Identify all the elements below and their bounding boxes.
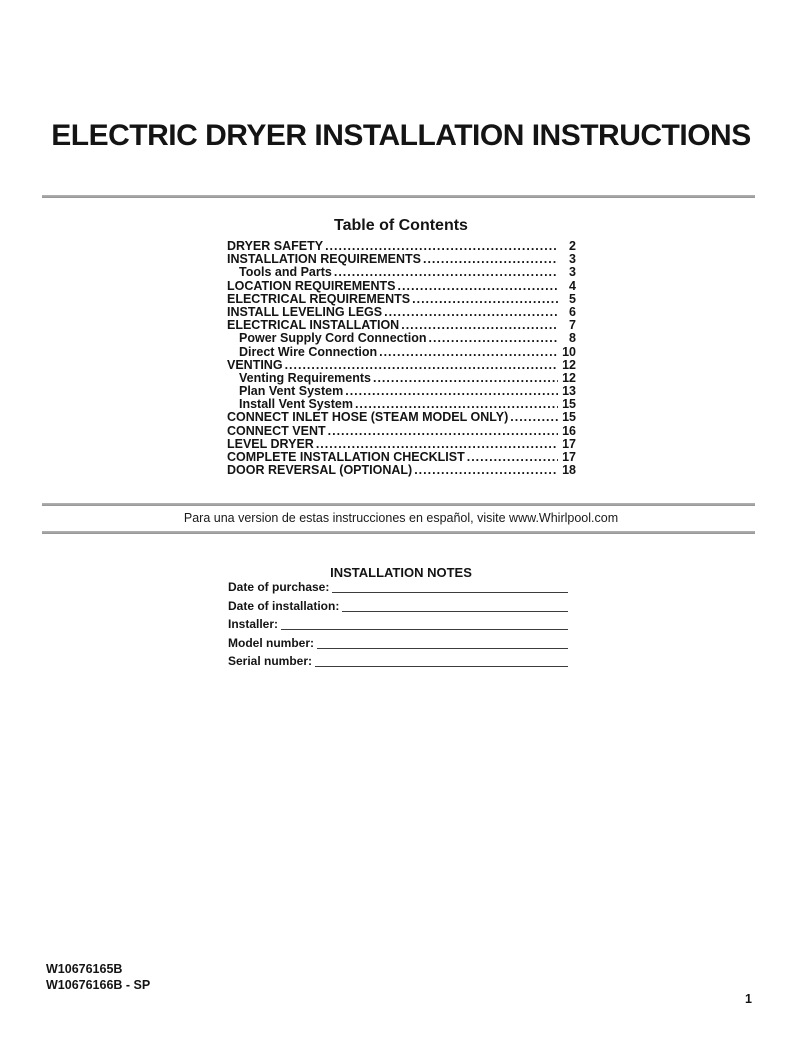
toc-entry-power-supply-cord-connection xyxy=(227,332,576,345)
toc-entry-connect-vent xyxy=(227,425,576,438)
toc-entry-page: 18 xyxy=(562,463,576,478)
dot-leader xyxy=(328,425,558,438)
publication-number-spanish: W10676166B - SP xyxy=(46,978,151,992)
toc-entry-page: 17 xyxy=(562,436,576,451)
dot-leader xyxy=(334,266,558,279)
toc-entry-label: Venting Requirements xyxy=(239,370,371,385)
dot-leader xyxy=(412,293,558,306)
blank-write-in-line xyxy=(342,611,568,612)
toc-entry-label: Power Supply Cord Connection xyxy=(239,331,427,346)
dot-leader xyxy=(398,280,558,293)
blank-write-in-line xyxy=(317,648,568,649)
toc-entry-label: INSTALLATION REQUIREMENTS xyxy=(227,252,421,267)
toc-entry-page: 15 xyxy=(562,410,576,425)
toc-entry-label: INSTALL LEVELING LEGS xyxy=(227,304,383,319)
note-field-label: Serial number: xyxy=(228,653,313,668)
note-field-label: Date of purchase: xyxy=(228,580,330,595)
toc-entry-label: CONNECT VENT xyxy=(227,423,326,438)
publication-numbers xyxy=(46,961,150,993)
page-number: 1 xyxy=(745,992,752,1006)
page-title: ELECTRIC DRYER INSTALLATION INSTRUCTIONS xyxy=(51,119,751,153)
note-field-model-number xyxy=(228,631,568,649)
dot-leader xyxy=(379,346,558,359)
toc-entry-tools-and-parts xyxy=(227,266,576,279)
toc-entry-direct-wire-connection xyxy=(227,346,576,359)
dot-leader xyxy=(414,464,558,477)
toc-entry-label: VENTING xyxy=(227,357,283,372)
dot-leader xyxy=(345,385,558,398)
toc-entry-page: 6 xyxy=(569,304,576,319)
toc-entry-page: 8 xyxy=(569,331,576,346)
dot-leader xyxy=(429,332,558,345)
horizontal-rule-notice-bottom xyxy=(42,531,755,534)
toc-entry-label: Direct Wire Connection xyxy=(239,344,378,359)
blank-write-in-line xyxy=(281,629,568,630)
toc-entry-label: LEVEL DRYER xyxy=(227,436,314,451)
horizontal-rule-notice-top xyxy=(42,503,755,506)
toc-entry-page: 4 xyxy=(569,278,576,293)
toc-entry-page: 12 xyxy=(562,370,576,385)
toc-entry-page: 7 xyxy=(569,318,576,333)
note-field-label: Model number: xyxy=(228,635,314,650)
toc-entry-electrical-requirements xyxy=(227,293,576,306)
toc-heading: Table of Contents xyxy=(334,217,468,235)
table-of-contents xyxy=(227,240,576,477)
dot-leader xyxy=(384,306,558,319)
toc-entry-page: 13 xyxy=(562,384,576,399)
toc-entry-page: 16 xyxy=(562,423,576,438)
toc-entry-label: Install Vent System xyxy=(239,397,353,412)
toc-entry-label: ELECTRICAL INSTALLATION xyxy=(227,318,400,333)
toc-entry-label: ELECTRICAL REQUIREMENTS xyxy=(227,291,411,306)
toc-entry-label: Tools and Parts xyxy=(239,265,332,280)
note-field-serial-number xyxy=(228,650,568,668)
note-field-label: Date of installation: xyxy=(228,598,340,613)
toc-entry-page: 17 xyxy=(562,450,576,464)
note-field-date-of-installation xyxy=(228,594,568,612)
dot-leader xyxy=(373,372,558,385)
dot-leader xyxy=(423,253,558,266)
toc-entry-page: 12 xyxy=(562,357,576,372)
toc-entry-page: 3 xyxy=(569,265,576,280)
toc-entry-page: 5 xyxy=(569,291,576,306)
toc-entry-label: COMPLETE INSTALLATION CHECKLIST xyxy=(227,450,465,464)
dot-leader xyxy=(467,451,558,464)
horizontal-rule-top xyxy=(42,195,755,198)
note-field-installer xyxy=(228,613,568,631)
toc-entry-connect-inlet-hose xyxy=(227,411,576,424)
toc-entry-label: LOCATION REQUIREMENTS xyxy=(227,278,396,293)
toc-entry-venting xyxy=(227,359,576,372)
toc-entry-label: DOOR REVERSAL (OPTIONAL) xyxy=(227,463,413,478)
toc-entry-label: DRYER SAFETY xyxy=(227,239,324,253)
note-field-label: Installer: xyxy=(228,617,279,632)
installation-notes xyxy=(228,576,568,668)
toc-entry-label: Plan Vent System xyxy=(239,384,344,399)
publication-number-primary: W10676165B xyxy=(46,962,123,976)
toc-entry-location-requirements xyxy=(227,280,576,293)
blank-write-in-line xyxy=(332,592,568,593)
toc-entry-label: CONNECT INLET HOSE (STEAM MODEL ONLY) xyxy=(227,410,509,425)
note-field-date-of-purchase xyxy=(228,576,568,594)
toc-entry-page: 10 xyxy=(562,344,576,359)
dot-leader xyxy=(285,359,558,372)
toc-entry-page: 15 xyxy=(562,397,576,412)
dot-leader xyxy=(510,411,558,424)
toc-entry-door-reversal xyxy=(227,464,576,477)
blank-write-in-line xyxy=(315,666,568,667)
toc-entry-page: 3 xyxy=(569,252,576,267)
toc-entry-page: 2 xyxy=(569,239,576,253)
installation-notes-heading: INSTALLATION NOTES xyxy=(330,565,472,580)
language-notice: Para una version de estas instrucciones en español, visite www.Whirlpool.com xyxy=(183,511,619,525)
